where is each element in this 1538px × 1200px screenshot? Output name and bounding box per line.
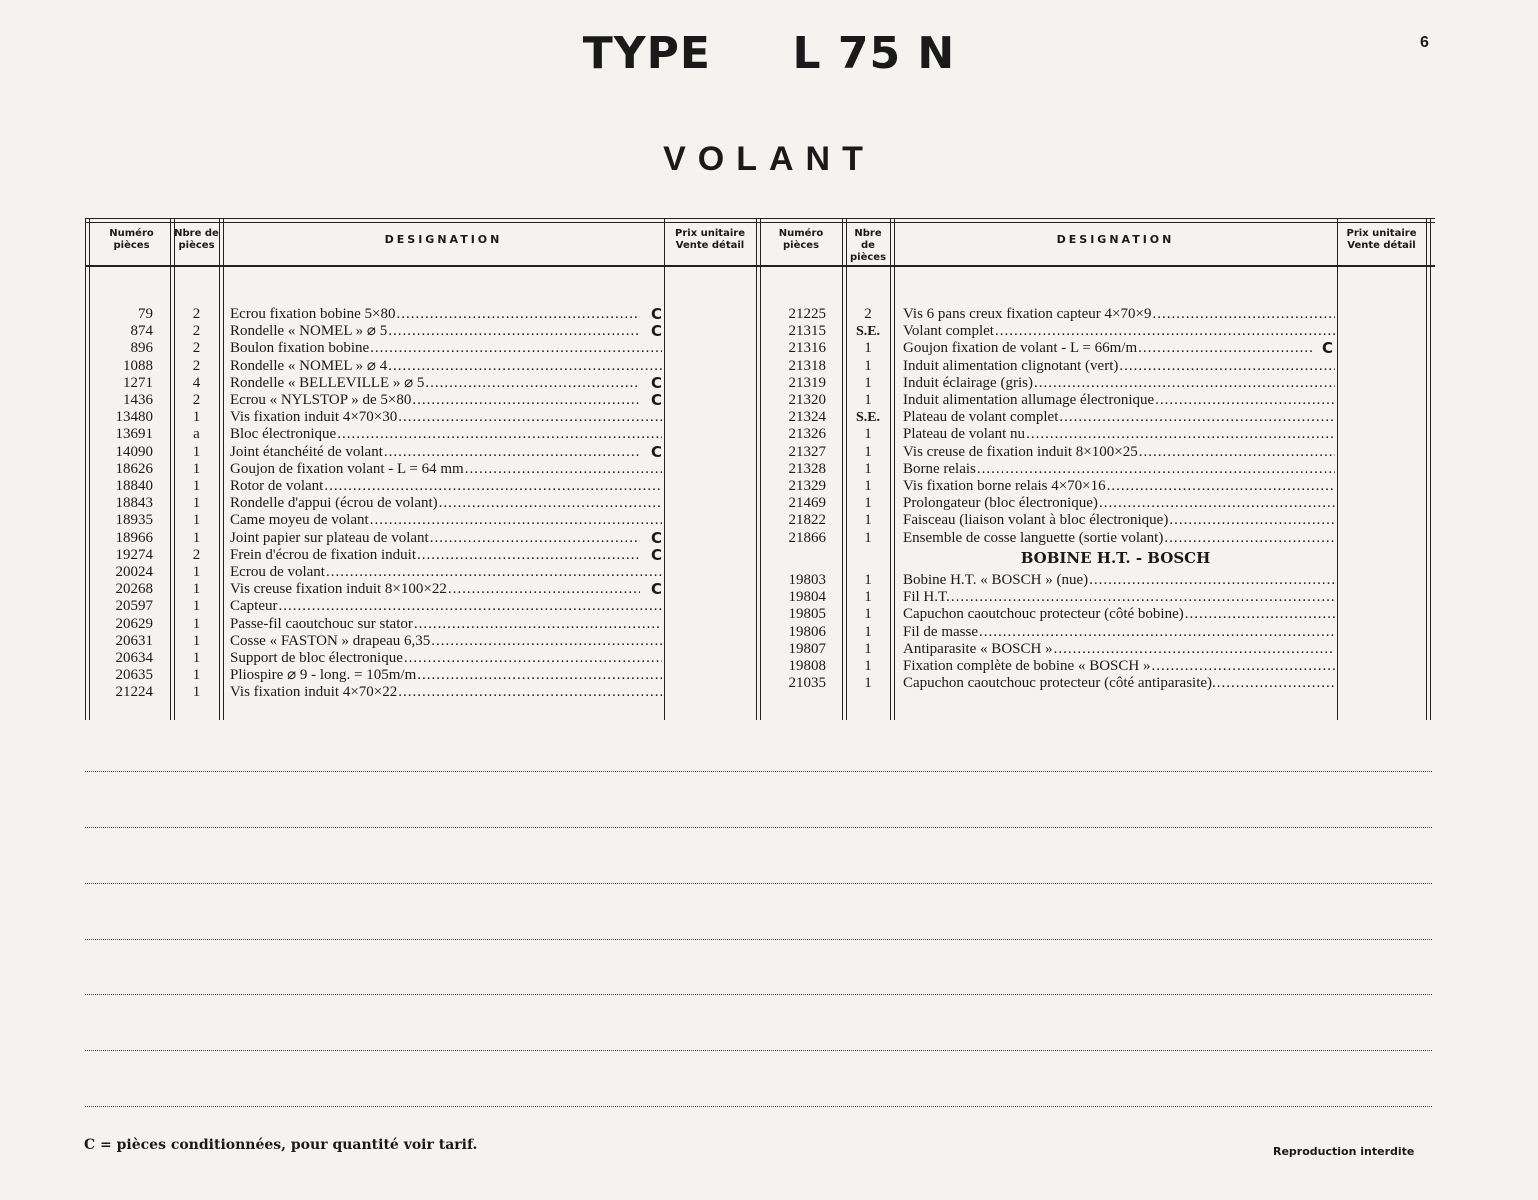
leader-dots bbox=[337, 426, 662, 443]
column-rule bbox=[760, 218, 761, 720]
part-number: 20631 bbox=[115, 632, 153, 649]
part-number: 19805 bbox=[788, 606, 826, 623]
leader-dots bbox=[414, 616, 662, 633]
part-number: 21327 bbox=[788, 443, 826, 460]
leader-dots bbox=[404, 650, 662, 667]
leader-dots bbox=[979, 624, 1335, 641]
header-nombre: Nbre de pièces bbox=[849, 228, 887, 263]
conditioned-flag: C bbox=[651, 391, 663, 409]
part-number: 18843 bbox=[115, 495, 153, 512]
conditioned-flag: C bbox=[651, 545, 663, 564]
part-designation bbox=[230, 684, 662, 701]
part-quantity: 1 bbox=[864, 374, 872, 391]
part-quantity: a bbox=[193, 426, 200, 443]
leader-dots bbox=[425, 375, 640, 392]
designation-text: Frein d'écrou de fixation induit bbox=[230, 546, 416, 563]
part-quantity: 1 bbox=[864, 460, 872, 477]
note-line bbox=[85, 1050, 1432, 1051]
leader-dots bbox=[430, 530, 640, 547]
leader-dots bbox=[398, 409, 662, 426]
part-designation bbox=[230, 306, 640, 323]
part-designation bbox=[903, 478, 1335, 495]
part-designation bbox=[903, 512, 1335, 529]
part-designation bbox=[230, 409, 662, 426]
part-designation bbox=[903, 658, 1335, 675]
part-designation bbox=[903, 444, 1335, 461]
part-designation bbox=[230, 530, 640, 547]
part-number: 14090 bbox=[115, 443, 153, 460]
part-quantity: 1 bbox=[192, 598, 201, 615]
part-quantity: 1 bbox=[864, 512, 872, 529]
part-quantity: 1 bbox=[192, 650, 201, 666]
leader-dots bbox=[326, 564, 662, 581]
designation-text: Ecrou fixation bobine 5×80 bbox=[230, 306, 396, 322]
designation-text: Capuchon caoutchouc protecteur (côté bobine) bbox=[903, 606, 1184, 623]
part-number: 1271 bbox=[123, 374, 153, 391]
leader-dots bbox=[1217, 675, 1335, 692]
part-quantity: 1 bbox=[864, 392, 872, 408]
section-title: VOLANT bbox=[663, 140, 875, 178]
part-number: 21328 bbox=[788, 460, 826, 477]
column-rule bbox=[664, 218, 665, 720]
part-designation bbox=[230, 616, 662, 633]
leader-dots bbox=[1107, 478, 1335, 495]
parts-table bbox=[85, 218, 1435, 720]
part-number: 21326 bbox=[788, 426, 826, 443]
part-designation bbox=[903, 461, 1335, 478]
header-numero: Numéro pièces bbox=[109, 228, 154, 251]
column-rule bbox=[219, 218, 220, 720]
leader-dots bbox=[398, 684, 662, 701]
part-number: 19807 bbox=[788, 640, 826, 657]
leader-dots bbox=[1152, 306, 1335, 323]
leader-dots bbox=[977, 461, 1335, 478]
leader-dots bbox=[370, 340, 662, 357]
designation-text: Bloc électronique bbox=[230, 426, 337, 443]
part-quantity: 1 bbox=[192, 632, 201, 649]
designation-text: Support de bloc électronique bbox=[230, 650, 403, 666]
designation-text: Vis fixation borne relais 4×70×16 bbox=[903, 478, 1106, 494]
part-number: 896 bbox=[130, 340, 153, 357]
designation-text: Pliospire ⌀ 9 - long. = 105m/m bbox=[230, 667, 417, 684]
designation-text: Passe-fil caoutchouc sur stator bbox=[230, 615, 413, 632]
part-quantity: 1 bbox=[864, 357, 872, 374]
designation-text: Goujon fixation de volant - L = 66m/m bbox=[903, 340, 1138, 357]
part-quantity: 1 bbox=[864, 443, 872, 460]
leader-dots bbox=[1155, 392, 1335, 409]
part-number: 19803 bbox=[788, 572, 826, 588]
part-designation bbox=[230, 650, 662, 667]
conditioned-flag: C bbox=[1322, 339, 1334, 358]
leader-dots bbox=[1138, 340, 1313, 357]
section-subheading: BOBINE H.T. - BOSCH bbox=[1020, 548, 1211, 567]
part-number: 20024 bbox=[115, 564, 153, 580]
part-quantity: 1 bbox=[192, 684, 201, 701]
designation-text: Ecrou de volant bbox=[230, 564, 325, 580]
part-quantity: 2 bbox=[192, 340, 201, 357]
designation-text: Rondelle « NOMEL » ⌀ 4 bbox=[230, 357, 388, 374]
leader-dots bbox=[1151, 658, 1335, 675]
part-number: 21224 bbox=[115, 684, 153, 701]
leader-dots bbox=[384, 444, 640, 461]
column-rule bbox=[170, 218, 171, 720]
part-designation bbox=[903, 306, 1335, 323]
designation-text: Borne relais bbox=[903, 460, 976, 477]
designation-text: Prolongateur (bloc électronique) bbox=[903, 495, 1098, 512]
part-number: 18966 bbox=[115, 529, 153, 546]
part-number: 21320 bbox=[788, 392, 826, 408]
leader-dots bbox=[439, 495, 662, 512]
part-quantity: 1 bbox=[864, 623, 872, 640]
designation-text: Bobine H.T. « BOSCH » (nue) bbox=[903, 572, 1089, 588]
note-line bbox=[85, 994, 1432, 995]
part-designation bbox=[230, 512, 662, 529]
part-designation bbox=[230, 633, 662, 650]
part-quantity: 1 bbox=[864, 658, 872, 674]
part-quantity: 2 bbox=[192, 323, 201, 340]
note-line bbox=[85, 1106, 1432, 1107]
part-number: 1436 bbox=[123, 392, 153, 408]
part-quantity: 2 bbox=[192, 392, 201, 408]
part-quantity: 2 bbox=[192, 357, 201, 374]
part-number: 21318 bbox=[788, 357, 826, 374]
leader-dots bbox=[324, 478, 662, 495]
part-quantity: 4 bbox=[192, 374, 201, 391]
leader-dots bbox=[1185, 606, 1335, 623]
leader-dots bbox=[388, 323, 640, 340]
header-designation: DESIGNATION bbox=[1056, 233, 1175, 246]
part-quantity: 1 bbox=[864, 606, 872, 623]
column-rule bbox=[85, 218, 86, 720]
designation-text: Faisceau (liaison volant à bloc électronique) bbox=[903, 512, 1169, 529]
leader-dots bbox=[278, 598, 662, 615]
part-number: 21035 bbox=[788, 675, 826, 692]
designation-text: Came moyeu de volant bbox=[230, 512, 369, 529]
designation-text: Volant complet bbox=[903, 323, 994, 340]
reproduction-notice: Reproduction interdite bbox=[1273, 1145, 1415, 1158]
part-number: 13691 bbox=[115, 426, 153, 443]
part-quantity: 1 bbox=[192, 581, 201, 598]
part-quantity: 1 bbox=[192, 564, 201, 580]
part-number: 19804 bbox=[788, 589, 826, 606]
designation-text: Rondelle « NOMEL » ⌀ 5 bbox=[230, 323, 388, 340]
part-number: 18626 bbox=[115, 460, 153, 477]
part-quantity: S.E. bbox=[855, 324, 881, 340]
part-designation bbox=[230, 358, 662, 375]
part-number: 20634 bbox=[115, 650, 153, 666]
header-prix: Prix unitaire Vente détail bbox=[1346, 228, 1417, 251]
part-quantity: 1 bbox=[192, 615, 201, 632]
part-quantity: 1 bbox=[192, 529, 201, 546]
leader-dots bbox=[370, 512, 662, 529]
legend-note: C = pièces conditionnées, pour quantité voir tarif. bbox=[84, 1137, 478, 1153]
designation-text: Rondelle « BELLEVILLE » ⌀ 5 bbox=[230, 374, 425, 391]
designation-text: Antiparasite « BOSCH » bbox=[903, 640, 1053, 657]
part-number: 19808 bbox=[788, 658, 826, 674]
designation-text: Capteur bbox=[230, 598, 278, 615]
designation-text: Joint étanchéité de volant bbox=[230, 443, 383, 460]
conditioned-flag: C bbox=[651, 528, 663, 547]
designation-text: Fil H.T. bbox=[903, 589, 950, 606]
part-designation bbox=[230, 564, 662, 581]
designation-text: Capuchon caoutchouc protecteur (côté antiparasite). bbox=[903, 675, 1216, 692]
column-rule bbox=[1426, 218, 1427, 720]
part-designation bbox=[903, 675, 1335, 692]
part-designation bbox=[903, 340, 1313, 357]
part-quantity: S.E. bbox=[855, 410, 881, 426]
part-designation bbox=[903, 358, 1335, 375]
designation-text: Ensemble de cosse languette (sortie volant) bbox=[903, 529, 1164, 546]
designation-text: Induit alimentation allumage électronique bbox=[903, 392, 1155, 408]
part-quantity: 1 bbox=[192, 460, 201, 477]
designation-text: Cosse « FASTON » drapeau 6,35 bbox=[230, 632, 431, 649]
part-number: 21822 bbox=[788, 512, 826, 529]
part-designation bbox=[230, 323, 640, 340]
part-designation bbox=[903, 530, 1335, 547]
part-designation bbox=[903, 641, 1335, 658]
document-title: TYPE L 75 N bbox=[582, 28, 956, 79]
column-rule bbox=[89, 218, 90, 720]
part-designation bbox=[903, 409, 1335, 426]
leader-dots bbox=[1059, 409, 1335, 426]
column-rule bbox=[1337, 218, 1338, 720]
designation-text: Fil de masse bbox=[903, 623, 978, 640]
designation-text: Vis fixation induit 4×70×22 bbox=[230, 684, 398, 701]
part-designation bbox=[903, 572, 1335, 589]
designation-text: Rotor de volant bbox=[230, 478, 324, 494]
part-quantity: 1 bbox=[192, 667, 201, 684]
part-designation bbox=[903, 495, 1335, 512]
part-designation bbox=[903, 426, 1335, 443]
part-quantity: 2 bbox=[192, 546, 201, 563]
designation-text: Rondelle d'appui (écrou de volant) bbox=[230, 495, 438, 512]
part-quantity: 1 bbox=[192, 443, 201, 460]
part-quantity: 1 bbox=[192, 495, 201, 512]
part-designation bbox=[230, 340, 662, 357]
designation-text: Vis creuse fixation induit 8×100×22 bbox=[230, 581, 447, 598]
part-number: 21316 bbox=[788, 340, 826, 357]
designation-text: Vis fixation induit 4×70×30 bbox=[230, 409, 398, 426]
part-quantity: 1 bbox=[864, 340, 872, 357]
part-quantity: 2 bbox=[192, 306, 201, 322]
part-quantity: 1 bbox=[864, 589, 872, 606]
part-number: 21319 bbox=[788, 374, 826, 391]
part-designation bbox=[230, 461, 662, 478]
part-quantity: 1 bbox=[192, 512, 201, 529]
part-number: 21469 bbox=[788, 495, 826, 512]
designation-text: Vis creuse de fixation induit 8×100×25 bbox=[903, 443, 1138, 460]
leader-dots bbox=[412, 392, 640, 409]
part-quantity: 1 bbox=[864, 495, 872, 512]
leader-dots bbox=[417, 667, 662, 684]
designation-text: Induit éclairage (gris) bbox=[903, 374, 1033, 391]
header-designation: DESIGNATION bbox=[384, 233, 503, 246]
column-rule bbox=[894, 218, 895, 720]
conditioned-flag: C bbox=[651, 322, 663, 341]
part-number: 20268 bbox=[115, 581, 153, 598]
part-designation bbox=[903, 323, 1335, 340]
part-number: 19274 bbox=[115, 546, 153, 563]
part-designation bbox=[903, 392, 1335, 409]
note-line bbox=[85, 771, 1432, 772]
part-number: 20629 bbox=[115, 615, 153, 632]
part-designation bbox=[230, 667, 662, 684]
leader-dots bbox=[431, 633, 662, 650]
leader-dots bbox=[465, 461, 662, 478]
leader-dots bbox=[951, 589, 1335, 606]
designation-text: Fixation complète de bobine « BOSCH » bbox=[903, 658, 1151, 674]
part-number: 20635 bbox=[115, 667, 153, 684]
designation-text: Induit alimentation clignotant (vert) bbox=[903, 357, 1119, 374]
part-quantity: 1 bbox=[864, 572, 872, 588]
part-quantity: 2 bbox=[864, 306, 872, 322]
part-quantity: 1 bbox=[864, 675, 872, 692]
conditioned-flag: C bbox=[651, 373, 663, 392]
note-line bbox=[85, 827, 1432, 828]
part-quantity: 1 bbox=[864, 426, 872, 443]
part-number: 18935 bbox=[115, 512, 153, 529]
part-designation bbox=[230, 392, 640, 409]
part-number: 79 bbox=[138, 306, 153, 322]
page-number: 6 bbox=[1420, 34, 1429, 51]
leader-dots bbox=[1169, 512, 1335, 529]
part-number: 21866 bbox=[788, 529, 826, 546]
part-number: 874 bbox=[130, 323, 153, 340]
conditioned-flag: C bbox=[651, 305, 663, 323]
leader-dots bbox=[1026, 426, 1335, 443]
leader-dots bbox=[1099, 495, 1335, 512]
part-number: 13480 bbox=[115, 409, 153, 426]
leader-dots bbox=[388, 358, 662, 375]
column-rule bbox=[1430, 218, 1431, 720]
leader-dots bbox=[1164, 530, 1335, 547]
part-designation bbox=[230, 444, 640, 461]
designation-text: Plateau de volant complet bbox=[903, 409, 1059, 426]
header-prix: Prix unitaire Vente détail bbox=[675, 228, 745, 251]
part-designation bbox=[903, 606, 1335, 623]
part-designation bbox=[230, 581, 640, 598]
designation-text: Boulon fixation bobine bbox=[230, 340, 370, 357]
leader-dots bbox=[1119, 358, 1335, 375]
part-number: 18840 bbox=[115, 478, 153, 494]
leader-dots bbox=[448, 581, 640, 598]
column-rule bbox=[890, 218, 891, 720]
part-designation bbox=[230, 598, 662, 615]
column-rule bbox=[756, 218, 757, 720]
designation-text: Ecrou « NYLSTOP » de 5×80 bbox=[230, 392, 412, 408]
part-quantity: 1 bbox=[192, 409, 201, 426]
conditioned-flag: C bbox=[651, 442, 663, 461]
part-number: 1088 bbox=[123, 357, 153, 374]
part-quantity: 1 bbox=[864, 478, 872, 494]
part-designation bbox=[230, 375, 640, 392]
leader-dots bbox=[1089, 572, 1335, 589]
column-rule bbox=[842, 218, 843, 720]
leader-dots bbox=[995, 323, 1335, 340]
designation-text: Vis 6 pans creux fixation capteur 4×70×9 bbox=[903, 306, 1152, 322]
designation-text: Plateau de volant nu bbox=[903, 426, 1026, 443]
part-designation bbox=[903, 624, 1335, 641]
part-designation bbox=[903, 375, 1335, 392]
part-number: 21225 bbox=[788, 306, 826, 322]
part-number: 21324 bbox=[788, 409, 826, 426]
part-designation bbox=[230, 495, 662, 512]
leader-dots bbox=[1054, 641, 1335, 658]
part-designation bbox=[230, 426, 662, 443]
leader-dots bbox=[1034, 375, 1335, 392]
part-designation bbox=[230, 547, 640, 564]
leader-dots bbox=[397, 306, 640, 323]
designation-text: Goujon de fixation volant - L = 64 mm bbox=[230, 460, 464, 477]
column-rule bbox=[223, 218, 224, 720]
part-quantity: 1 bbox=[192, 478, 201, 494]
part-number: 20597 bbox=[115, 598, 153, 615]
conditioned-flag: C bbox=[651, 580, 663, 599]
part-designation bbox=[903, 589, 1335, 606]
part-number: 19806 bbox=[788, 623, 826, 640]
header-numero: Numéro pièces bbox=[778, 228, 824, 251]
part-quantity: 1 bbox=[864, 640, 872, 657]
part-designation bbox=[230, 478, 662, 495]
part-number: 21329 bbox=[788, 478, 826, 494]
note-line bbox=[85, 939, 1432, 940]
part-number: 21315 bbox=[788, 323, 826, 340]
part-quantity: 1 bbox=[864, 529, 872, 546]
leader-dots bbox=[417, 547, 640, 564]
leader-dots bbox=[1139, 444, 1335, 461]
note-line bbox=[85, 883, 1432, 884]
header-nombre: Nbre de pièces bbox=[174, 228, 219, 251]
designation-text: Joint papier sur plateau de volant bbox=[230, 529, 429, 546]
